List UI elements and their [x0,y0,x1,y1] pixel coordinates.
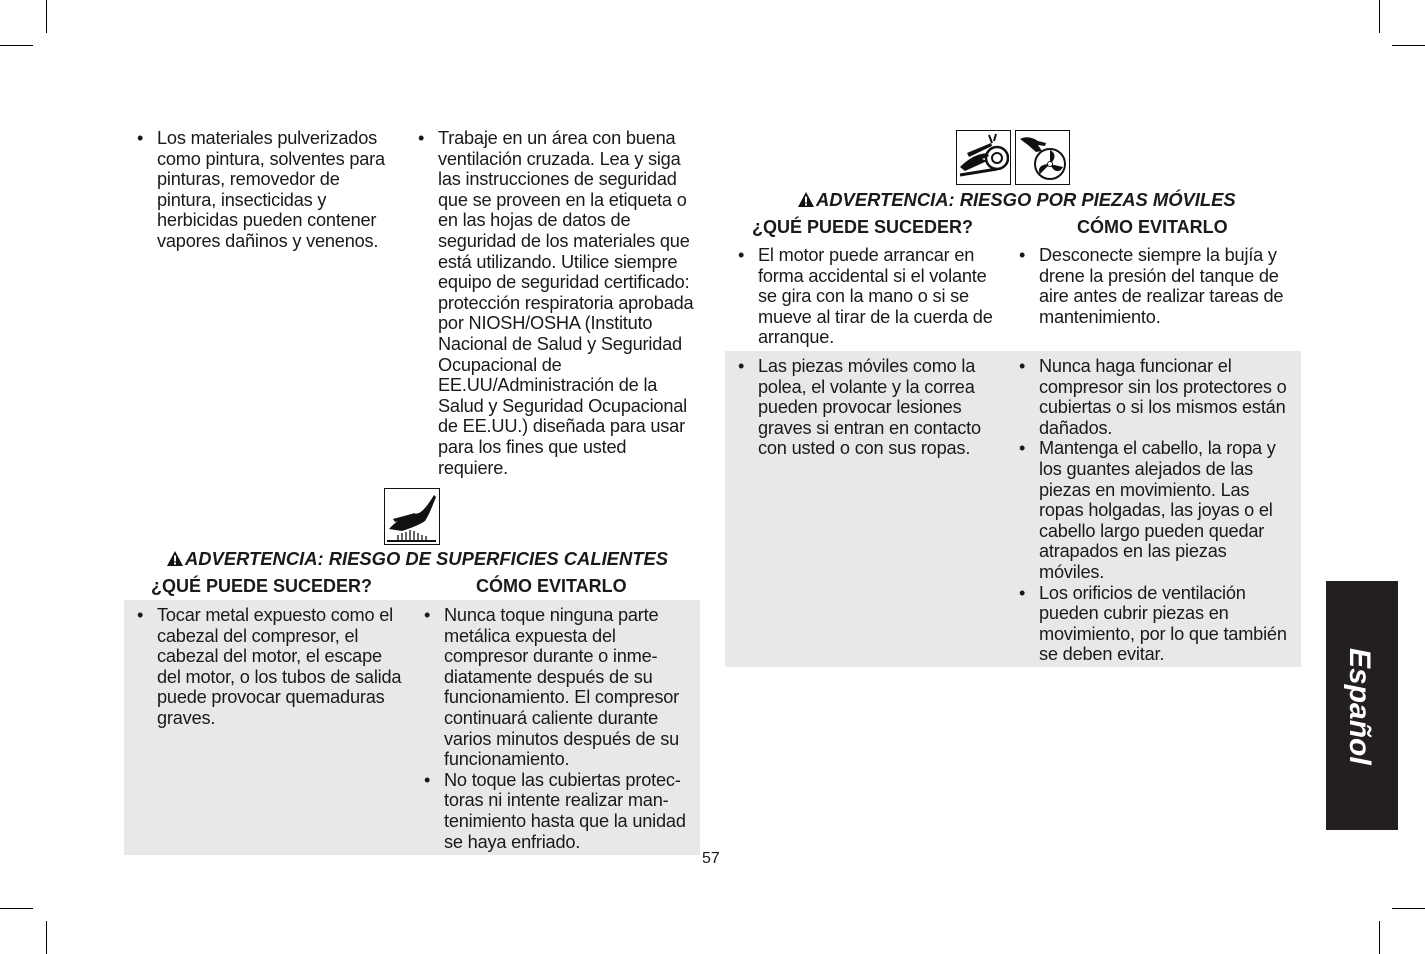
belt-entanglement-icon [956,130,1011,185]
moving-how-header: CÓMO EVITARLO [1077,217,1228,237]
bullet-item: • Los orificios de ventilación pueden cubrir piezas en movimiento, por lo que también se deben evitar. [1019,583,1296,665]
hot-how-column [424,605,699,852]
bullet-item: • Nunca haga funcionar el compresor sin los protectores o cubiertas o si los mismos están dañados. [1019,356,1296,438]
hot-how-header: CÓMO EVITARLO [476,576,627,596]
warning-triangle-icon [797,191,815,208]
hot-what-column [137,605,402,729]
intro-left-column [137,128,387,252]
moving-row2-how-list [1019,356,1296,665]
moving-what-header: ¿QUÉ PUEDE SUCEDER? [752,217,974,237]
crop-mark [1392,45,1425,46]
hot-what-list [137,605,402,729]
moving-row1-how-column [1019,245,1294,327]
intro-left-list [137,128,387,252]
moving-row1-what-column [738,245,1000,348]
crop-mark [46,921,47,954]
moving-warning-title [797,189,1236,211]
crop-mark [46,0,47,33]
bullet-item: • Las piezas móviles como la polea, el volante y la correa pueden provocar lesiones graves si entran en contacto con usted o con sus ropas. [738,356,996,459]
hot-surface-hand-icon [384,488,440,545]
moving-warning-text: ADVERTENCIA: RIESGO POR PIEZAS MÓVILES [816,189,1236,210]
moving-row1-what-list [738,245,1000,348]
crop-mark [1379,0,1380,33]
bullet-item: • Mantenga el cabello, la ropa y los guantes alejados de las piezas en movimiento. Las ropas holgadas, las joyas o el cabello largo pueden quedar atrapados en las piezas móviles. [1019,438,1296,582]
bullet-item: • Nunca toque ninguna parte metálica expuesta del compresor durante o inme-diatamente después de su funcionamiento. El compresor continuará caliente durante varios minutos después de su funcionamiento. [424,605,699,770]
moving-row2-what-column [738,356,996,459]
crop-mark [0,45,33,46]
fan-hand-icon [1015,130,1070,185]
moving-row2-what-list [738,356,996,459]
hot-what-header: ¿QUÉ PUEDE SUCEDER? [151,576,373,596]
warning-triangle-icon [166,550,184,567]
page-number: 57 [702,850,720,867]
bullet-item: • Trabaje en un área con buena ventilación cruzada. Lea y siga las instrucciones de seguridad que se proveen en la etiqueta o en las hojas de datos de seguridad de los materiales que está utilizando. Utilice siempre equipo de seguridad certificado: protección respiratoria aprobada por NIOSH/OSHA (Instituto Nacional de Salud y Seguridad Ocupacional de EE.UU/Administración de la Salud y Seguridad Ocupacional de EE.UU.) diseñada para usar para los fines que usted requiere. [418,128,698,478]
intro-right-list [418,128,698,478]
moving-row1-how-list [1019,245,1294,327]
bullet-item: • Tocar metal expuesto como el cabezal del compresor, el cabezal del motor, el escape del motor, o los tubos de salida puede provocar quemaduras graves. [137,605,402,729]
bullet-item: • No toque las cubiertas protec-toras ni intente realizar man-tenimiento hasta que la unidad se haya enfriado. [424,770,699,852]
crop-mark [0,908,33,909]
hot-warning-title [166,548,668,570]
bullet-item: • Los materiales pulverizados como pintura, solventes para pinturas, removedor de pintura, insecticidas y herbicidas pueden contener vapores dañinos y venenos. [137,128,387,252]
moving-row2-how-column [1019,356,1296,665]
crop-mark [1379,921,1380,954]
bullet-item: • Desconecte siempre la bujía y drene la presión del tanque de aire antes de realizar tareas de mantenimiento. [1019,245,1294,327]
hot-how-list [424,605,699,852]
intro-right-column [418,128,698,478]
language-tab-label: Español [1343,648,1376,765]
bullet-item: • El motor puede arrancar en forma accidental si el volante se gira con la mano o si se mueve al tirar de la cuerda de arranque. [738,245,1000,348]
crop-mark [1392,908,1425,909]
hot-warning-text: ADVERTENCIA: RIESGO DE SUPERFICIES CALIENTES [185,548,668,569]
